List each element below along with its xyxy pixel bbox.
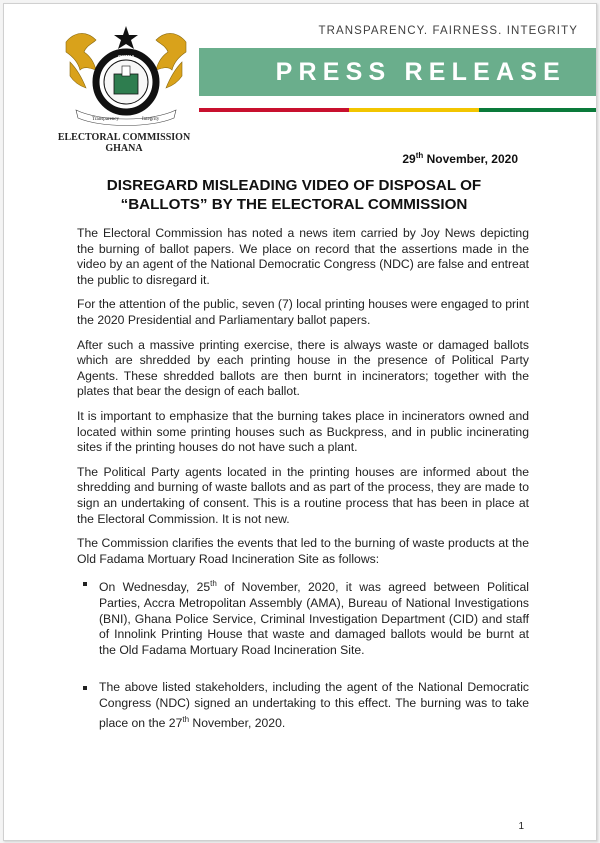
electoral-commission-logo [56,22,196,132]
date-suffix: th [415,151,424,160]
left-eagle-icon [66,33,96,88]
events-list [77,576,529,731]
org-name-line1: ELECTORAL COMMISSION [57,132,191,143]
press-release-page [3,3,597,841]
org-name-line2: GHANA [105,143,143,154]
motto-left-text: Transparency [92,117,120,122]
list-item: The above listed stakeholders, including the agent of the National Democratic Congress (NDC) signed an undertaking to this effect. The burning was to take place on the 27th November, 2020. [77,680,529,731]
paragraph: After such a massive printing exercise, there is always waste or damaged ballots which are shredded by each printing house in the presence of Political Party Agents. These shredded ballots are then burnt in incinerators; together with the plates that bear the design of each ballot. [77,337,529,399]
paragraph: The Political Party agents located in the printing houses are informed about the shredding and burning of waste ballots and as part of the process, they are made to sign an undertaking of consent. This is a routine process that has been in place at the Electoral Commission. It is not new. [77,464,529,526]
page-number: 1 [518,821,524,832]
list-item: On Wednesday, 25th of November, 2020, it was agreed between Political Parties, Accra Metropolitan Assembly (AMA), Bureau of National Investigations (BNI), Ghana Police Service, Criminal Investigation Department (CID) and staff of Innolink Printing House that waste and damaged ballots would be burnt at the Old Fadama Mortuary Road Incineration Site. [77,576,529,658]
ballot-box-icon [114,74,138,94]
motto-right-text: Integrity [142,117,160,122]
paragraph: The Electoral Commission has noted a news item carried by Joy News depicting the burning of ballot papers. We place on record that the assertions made in the video by an agent of the National Democratic Congress (NDC) are false and entreat the public to disregard it. [77,226,529,287]
ring-top-text: GHANA [118,54,135,59]
release-date [402,151,518,166]
black-star-icon [114,26,138,49]
press-release-banner [199,48,596,96]
date-rest: November, 2020 [423,152,518,166]
flag-stripe-yellow [349,108,479,112]
flag-stripe-red [199,108,349,112]
headline-line2: “BALLOTS” BY THE ELECTORAL COMMISSION [120,196,468,213]
date-day: 29 [402,152,416,166]
flag-stripe-green [479,108,596,112]
paragraph: The Commission clarifies the events that led to the burning of waste products at the Old Fadama Mortuary Road Incineration Site as follows: [77,536,529,566]
paragraph: It is important to emphasize that the burning takes place in incinerators owned and located within some printing houses such as Buckpress, and in public incinerating sites if the printing houses do not have such a plant. [77,408,529,455]
tagline: TRANSPARENCY. FAIRNESS. INTEGRITY [318,25,578,37]
right-eagle-icon [156,33,186,88]
release-body [77,226,529,753]
paragraph: For the attention of the public, seven (7) local printing houses were engaged to print the 2020 Presidential and Parliamentary ballot papers. [77,297,529,327]
headline [44,176,544,214]
headline-line1: DISREGARD MISLEADING VIDEO OF DISPOSAL OF [106,177,482,194]
organization-name [44,132,204,154]
banner-title: PRESS RELEASE [275,58,566,86]
